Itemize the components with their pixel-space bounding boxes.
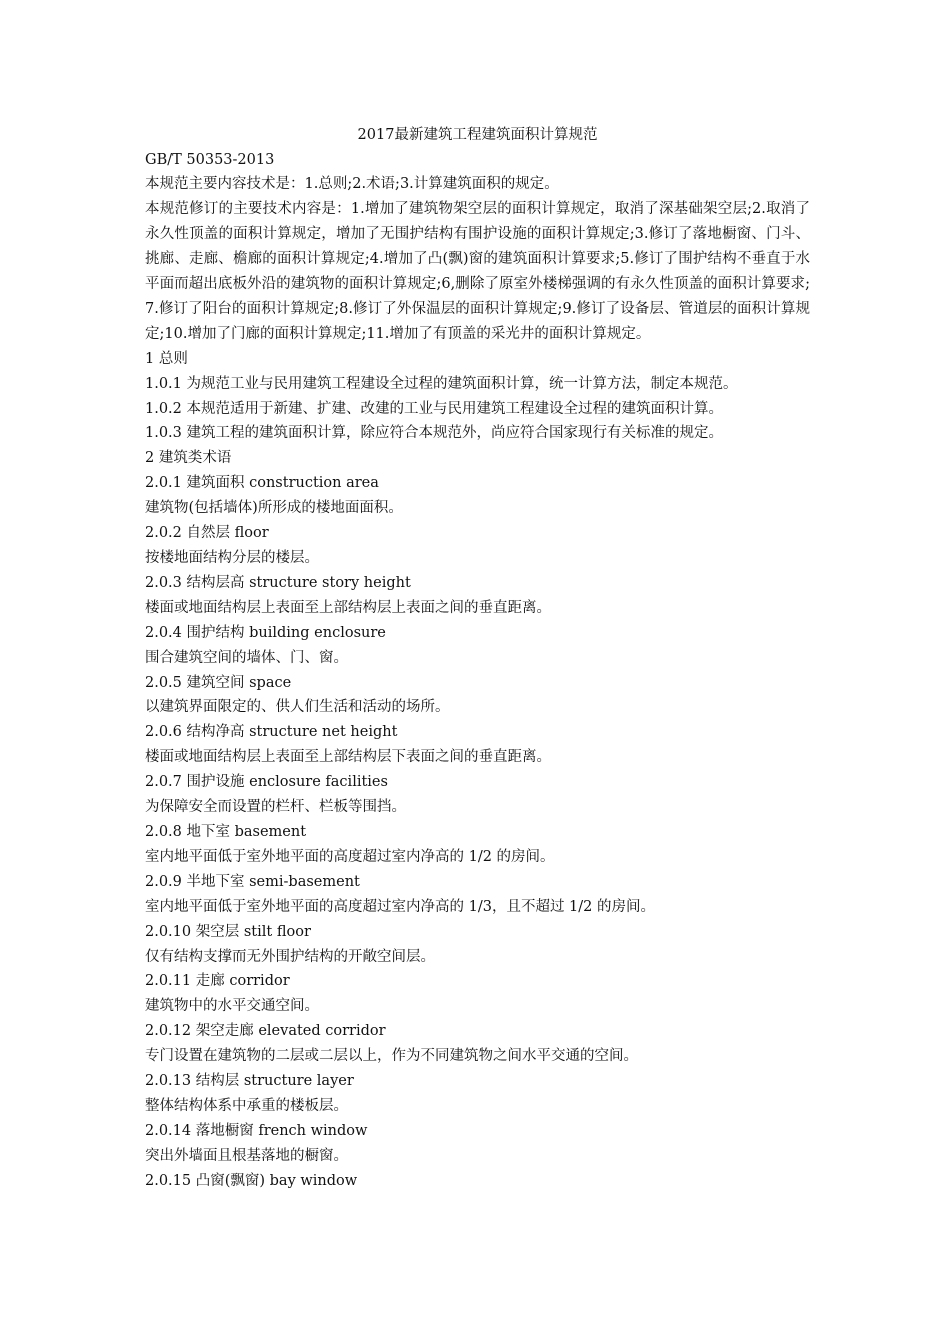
term-heading: 2.0.13 结构层 structure layer: [145, 1073, 354, 1090]
clause-1-0-3: 1.0.3 建筑工程的建筑面积计算，除应符合本规范外，尚应符合国家现行有关标准的规定。: [145, 425, 723, 442]
term-heading: 2.0.2 自然层 floor: [145, 525, 269, 542]
term-definition: 建筑物(包括墙体)所形成的楼地面面积。: [145, 500, 403, 517]
term-definition: 楼面或地面结构层上表面至上部结构层下表面之间的垂直距离。: [145, 749, 551, 766]
term-heading: 2.0.15 凸窗(飘窗) bay window: [145, 1172, 358, 1189]
term-definition: 室内地平面低于室外地平面的高度超过室内净高的 1/3，且不超过 1/2 的房间。: [145, 898, 655, 915]
term-definition: 整体结构体系中承重的楼板层。: [145, 1097, 348, 1114]
clause-1-0-1: 1.0.1 为规范工业与民用建筑工程建设全过程的建筑面积计算，统一计算方法，制定本规范。: [145, 375, 738, 392]
term-heading: 2.0.4 围护结构 building enclosure: [145, 624, 386, 641]
term-definition: 突出外墙面且根基落地的橱窗。: [145, 1147, 348, 1164]
term-heading: 2.0.14 落地橱窗 french window: [145, 1122, 368, 1139]
term-heading: 2.0.10 架空层 stilt floor: [145, 923, 311, 940]
term-heading: 2.0.1 建筑面积 construction area: [145, 475, 379, 492]
term-definition: 楼面或地面结构层上表面至上部结构层上表面之间的垂直距离。: [145, 599, 551, 616]
term-heading: 2.0.5 建筑空间 space: [145, 674, 292, 691]
standard-code: GB/T 50353-2013: [145, 151, 275, 168]
document-page: [145, 123, 810, 1194]
term-definition: 按楼地面结构分层的楼层。: [145, 550, 319, 566]
term-heading: 2.0.9 半地下室 semi-basement: [145, 873, 360, 890]
term-heading: 2.0.3 结构层高 structure story height: [145, 574, 411, 591]
term-definition: 为保障安全而设置的栏杆、栏板等围挡。: [145, 799, 406, 816]
section-heading-terms: 2 建筑类术语: [145, 450, 232, 467]
document-title: 2017最新建筑工程建筑面积计算规范: [357, 127, 598, 143]
term-definition: 以建筑界面限定的、供人们生活和活动的场所。: [145, 699, 450, 716]
term-heading: 2.0.8 地下室 basement: [145, 823, 307, 840]
term-definition: 围合建筑空间的墙体、门、窗。: [145, 649, 348, 666]
term-heading: 2.0.12 架空走廊 elevated corridor: [145, 1023, 386, 1040]
term-heading: 2.0.6 结构净高 structure net height: [145, 724, 398, 741]
section-heading-general: 1 总则: [145, 350, 188, 367]
term-definition: 室内地平面低于室外地平面的高度超过室内净高的 1/2 的房间。: [145, 848, 555, 865]
intro-paragraph-2: 本规范修订的主要技术内容是：1.增加了建筑物架空层的面积计算规定，取消了深基础架空层;2.取消了永久性顶盖的面积计算规定，增加了无围护结构有围护设施的面积计算规定;3.修订了落地橱窗、门斗、挑廊、走廊、檐廊的面积计算规定;4.增加了凸(飘)窗的建筑面积计算要求;5.修订了围护结构不垂直于水平面而超出底板外沿的建筑物的面积计算规定;6,删除了原室外楼梯强调的有永久性顶盖的面积计算要求;7.修订了阳台的面积计算规定;8.修订了外保温层的面积计算规定;9.修订了设备层、管道层的面积计算规定;10.增加了门廊的面积计算规定;11.增加了有顶盖的采光井的面积计算规定。: [145, 201, 810, 342]
term-definition: 仅有结构支撑而无外围护结构的开敞空间层。: [145, 948, 435, 965]
term-heading: 2.0.7 围护设施 enclosure facilities: [145, 774, 388, 791]
term-definition: 专门设置在建筑物的二层或二层以上，作为不同建筑物之间水平交通的空间。: [145, 1048, 638, 1065]
intro-paragraph-1: 本规范主要内容技术是：1.总则;2.术语;3.计算建筑面积的规定。: [145, 176, 559, 193]
term-definition: 建筑物中的水平交通空间。: [145, 998, 319, 1015]
clause-1-0-2: 1.0.2 本规范适用于新建、扩建、改建的工业与民用建筑工程建设全过程的建筑面积计算。: [145, 400, 723, 417]
term-heading: 2.0.11 走廊 corridor: [145, 973, 290, 990]
